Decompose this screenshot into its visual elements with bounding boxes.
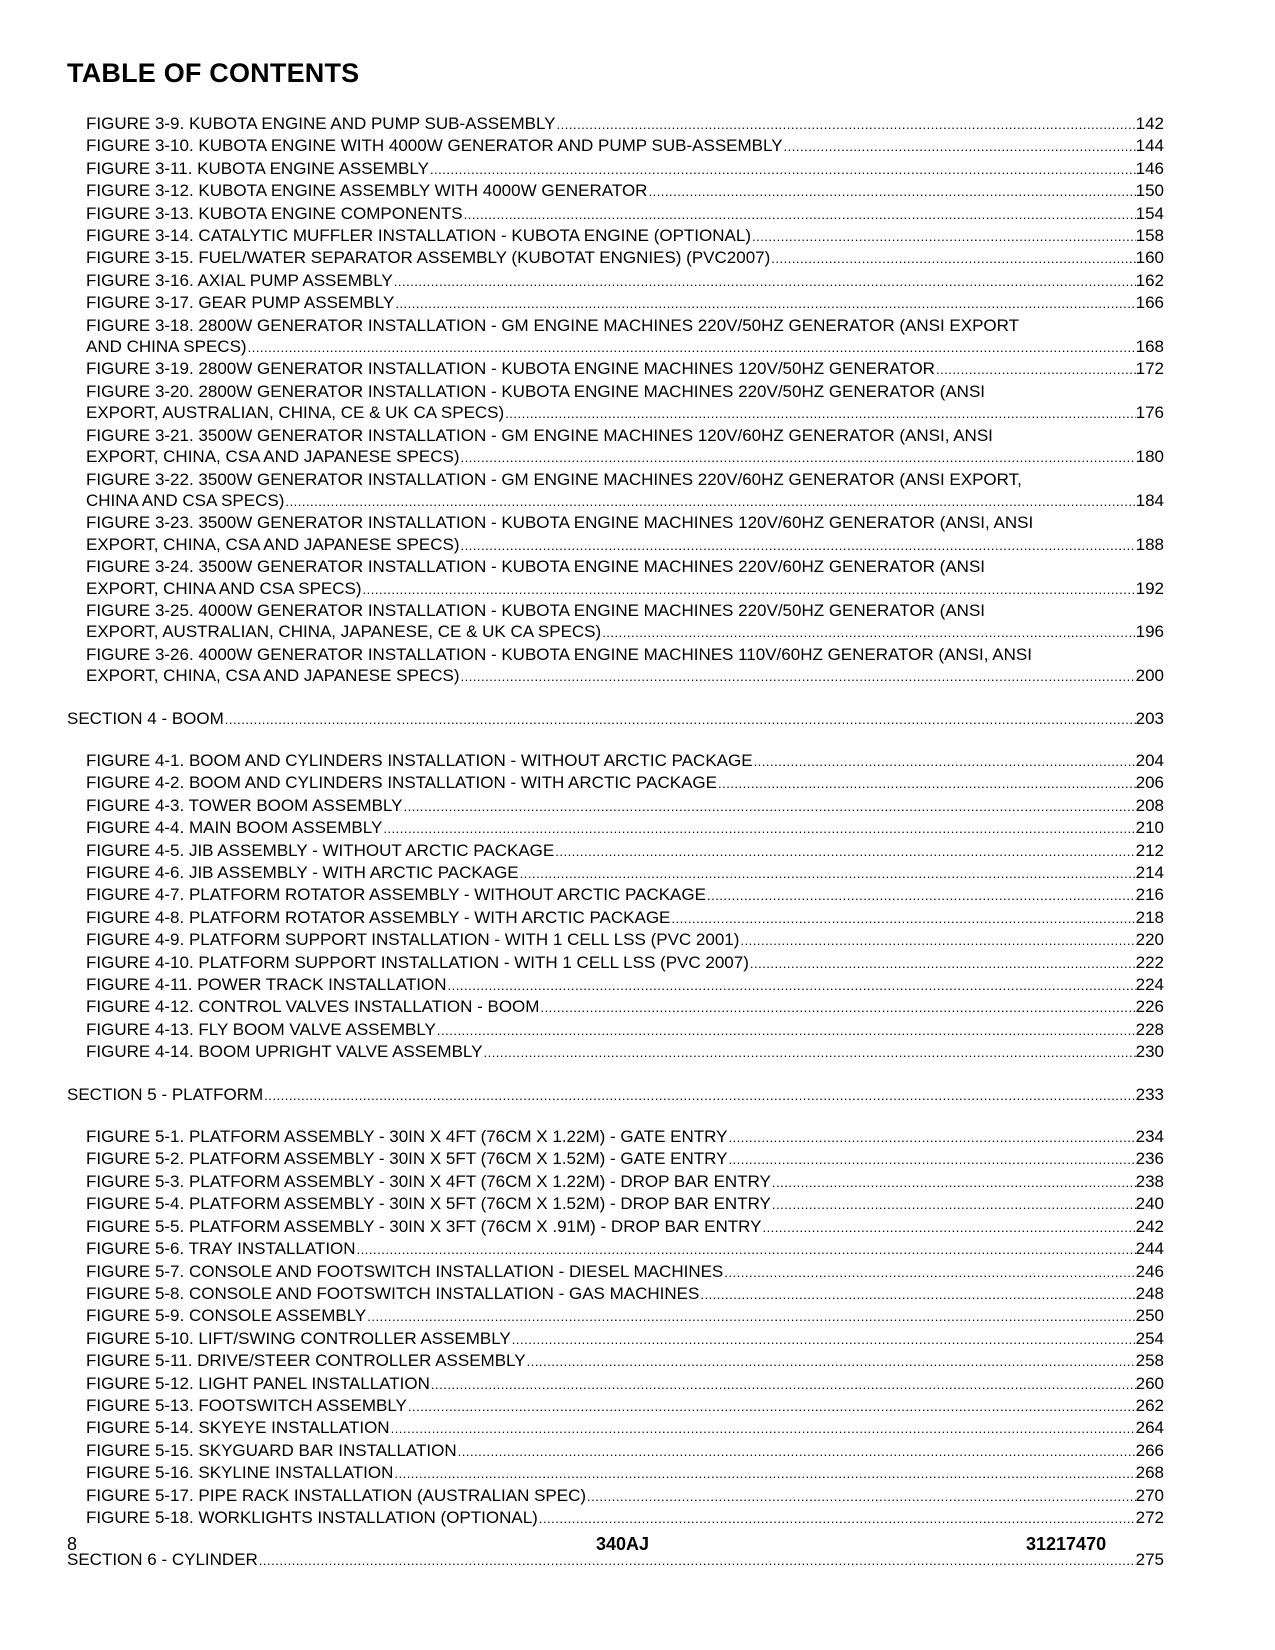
toc-entry-line: [86, 135, 1164, 157]
toc-entry-title: FIGURE 3-16. AXIAL PUMP ASSEMBLY: [86, 270, 393, 290]
toc-entry-page-number: 200: [1135, 666, 1164, 686]
toc-entry-title: FIGURE 4-4. MAIN BOOM ASSEMBLY: [86, 818, 383, 838]
toc-figure-entry[interactable]: [67, 425, 1164, 469]
toc-figure-entry[interactable]: [67, 644, 1164, 688]
toc-entry-page-number: 176: [1135, 403, 1164, 423]
toc-entry-title: FIGURE 5-7. CONSOLE AND FOOTSWITCH INSTALLATION - DIESEL MACHINES: [86, 1261, 724, 1281]
dot-leader: [538, 1508, 1136, 1529]
toc-entry-line: [86, 1305, 1164, 1327]
dot-leader: [753, 751, 1136, 772]
dot-leader: [394, 293, 1135, 314]
toc-figure-entry[interactable]: [67, 556, 1164, 600]
toc-entry-title: FIGURE 3-13. KUBOTA ENGINE COMPONENTS: [86, 203, 463, 223]
toc-entry-page-number: 154: [1135, 203, 1164, 223]
dot-leader: [751, 226, 1136, 247]
toc-figure-entry[interactable]: [67, 817, 1164, 839]
toc-entry-line: [86, 1238, 1164, 1260]
toc-entry-title: EXPORT, AUSTRALIAN, CHINA, CE & UK CA SPECS): [86, 403, 505, 423]
toc-figure-entry[interactable]: [67, 1350, 1164, 1372]
toc-entry-page-number: 142: [1135, 114, 1164, 133]
toc-figure-entry[interactable]: [67, 1041, 1164, 1063]
toc-figure-entry[interactable]: [67, 1171, 1164, 1193]
toc-section-entry[interactable]: [67, 1084, 1164, 1106]
toc-entry-title: FIGURE 5-9. CONSOLE ASSEMBLY: [86, 1306, 367, 1326]
toc-entry-page-number: 204: [1135, 750, 1164, 770]
toc-entry-title: FIGURE 5-15. SKYGUARD BAR INSTALLATION: [86, 1440, 457, 1460]
toc-entry-page-number: 258: [1135, 1351, 1164, 1371]
dot-leader: [362, 579, 1136, 600]
toc-entry-page-number: 210: [1135, 818, 1164, 838]
toc-entry-title: FIGURE 3-19. 2800W GENERATOR INSTALLATION - KUBOTA ENGINE MACHINES 120V/50HZ GENERATOR: [86, 359, 935, 379]
dot-leader: [670, 908, 1135, 929]
toc-entry-title: FIGURE 4-1. BOOM AND CYLINDERS INSTALLATION - WITHOUT ARCTIC PACKAGE: [86, 750, 753, 770]
toc-figure-entry[interactable]: [67, 270, 1164, 292]
toc-entry-page-number: 162: [1135, 270, 1164, 290]
toc-entry-line: [86, 534, 1164, 556]
footer-doc-number: 31217470: [1026, 1534, 1107, 1554]
dot-leader: [393, 271, 1136, 292]
toc-figure-entry[interactable]: [67, 862, 1164, 884]
toc-entry-line: [86, 1485, 1164, 1507]
toc-entry-line: [86, 907, 1164, 929]
toc-entry-page-number: 192: [1135, 578, 1164, 598]
toc-entry-page-number: 226: [1135, 997, 1164, 1017]
toc-entry-title: FIGURE 4-11. POWER TRACK INSTALLATION: [86, 975, 447, 995]
dot-leader: [258, 1550, 1136, 1571]
toc-entry-title: SECTION 5 - PLATFORM: [67, 1084, 264, 1104]
toc-entry-title: FIGURE 5-13. FOOTSWITCH ASSEMBLY: [86, 1395, 407, 1415]
dot-leader: [459, 535, 1135, 556]
toc-entry-title-line: FIGURE 3-20. 2800W GENERATOR INSTALLATION - KUBOTA ENGINE MACHINES 220V/50HZ GENERATOR (ANSI: [86, 381, 986, 401]
section-spacer: [67, 1064, 1164, 1084]
toc-entry-title: SECTION 4 - BOOM: [67, 708, 224, 728]
dot-leader: [436, 1020, 1136, 1041]
footer-model: 340AJ: [596, 1534, 650, 1554]
table-of-contents: [67, 113, 1164, 1572]
dot-leader: [459, 666, 1135, 687]
toc-entry-title: FIGURE 5-14. SKYEYE INSTALLATION: [86, 1418, 390, 1438]
toc-figure-entry[interactable]: [67, 907, 1164, 929]
dot-leader: [393, 1463, 1135, 1484]
toc-entry-line: [86, 1417, 1164, 1439]
toc-entry-page-number: 264: [1135, 1418, 1164, 1438]
toc-entry-page-number: 160: [1135, 248, 1164, 268]
dot-leader: [526, 1351, 1136, 1372]
toc-figure-entry[interactable]: [67, 1395, 1164, 1417]
dot-leader: [356, 1239, 1136, 1260]
toc-entry-title: FIGURE 4-5. JIB ASSEMBLY - WITHOUT ARCTIC PACKAGE: [86, 840, 555, 860]
toc-entry-title: FIGURE 5-18. WORKLIGHTS INSTALLATION (OPTIONAL): [86, 1507, 538, 1527]
toc-figure-entry[interactable]: [67, 381, 1164, 425]
toc-figure-entry[interactable]: [67, 1373, 1164, 1395]
dot-leader: [647, 181, 1135, 202]
section-spacer: [67, 1106, 1164, 1126]
toc-entry-title: FIGURE 3-15. FUEL/WATER SEPARATOR ASSEMBLY (KUBOTAT ENGNIES) (PVC2007): [86, 248, 771, 268]
dot-leader: [511, 1329, 1136, 1350]
toc-entry-title: FIGURE 4-3. TOWER BOOM ASSEMBLY: [86, 795, 403, 815]
toc-figure-entry[interactable]: [67, 1305, 1164, 1327]
dot-leader: [935, 359, 1136, 380]
toc-entry-page-number: 196: [1135, 622, 1164, 642]
toc-entry-line: [86, 490, 1164, 512]
toc-entry-title: FIGURE 3-10. KUBOTA ENGINE WITH 4000W GENERATOR AND PUMP SUB-ASSEMBLY: [86, 136, 783, 156]
toc-figure-entry[interactable]: [67, 1507, 1164, 1529]
toc-entry-page-number: 236: [1135, 1149, 1164, 1169]
toc-entry-line: [86, 158, 1164, 180]
toc-entry-page-number: 228: [1135, 1019, 1164, 1039]
toc-entry-page-number: 146: [1135, 158, 1164, 178]
toc-figure-entry[interactable]: [67, 1440, 1164, 1462]
toc-entry-page-number: 234: [1135, 1127, 1164, 1147]
toc-entry-page-number: 238: [1135, 1171, 1164, 1191]
toc-figure-entry[interactable]: [67, 1417, 1164, 1439]
toc-entry-page-number: 260: [1135, 1373, 1164, 1393]
footer-page-number: 8: [67, 1534, 78, 1554]
toc-entry-line: [86, 270, 1164, 292]
toc-figure-entry[interactable]: [67, 1328, 1164, 1350]
toc-entry-line: [86, 1283, 1164, 1305]
toc-figure-entry[interactable]: [67, 135, 1164, 157]
toc-entry-line: [86, 1216, 1164, 1238]
dot-leader: [749, 953, 1136, 974]
toc-entry-title: FIGURE 4-7. PLATFORM ROTATOR ASSEMBLY - WITHOUT ARCTIC PACKAGE: [86, 885, 706, 905]
toc-entry-page-number: 203: [1135, 708, 1164, 728]
dot-leader: [430, 1374, 1136, 1395]
toc-figure-entry[interactable]: [67, 1126, 1164, 1148]
toc-entry-title-line: FIGURE 3-22. 3500W GENERATOR INSTALLATION - GM ENGINE MACHINES 220V/60HZ GENERATOR (ANSI EXPORT,: [86, 469, 1022, 489]
toc-entry-page-number: 220: [1135, 930, 1164, 950]
section-spacer: [67, 688, 1164, 708]
dot-leader: [727, 1127, 1135, 1148]
dot-leader: [463, 204, 1136, 225]
toc-figure-entry[interactable]: [67, 1019, 1164, 1041]
dot-leader: [519, 863, 1136, 884]
toc-entry-line: [86, 840, 1164, 862]
toc-entry-title: SECTION 6 - CYLINDER: [67, 1550, 258, 1570]
toc-figure-entry[interactable]: [67, 929, 1164, 951]
toc-entry-page-number: 216: [1135, 885, 1164, 905]
toc-entry-line: [86, 336, 1164, 358]
toc-entry-title: FIGURE 4-10. PLATFORM SUPPORT INSTALLATION - WITH 1 CELL LSS (PVC 2007): [86, 952, 749, 972]
toc-entry-page-number: 150: [1135, 181, 1164, 201]
toc-entry-page-number: 246: [1135, 1261, 1164, 1281]
toc-entry-page-number: 158: [1135, 226, 1164, 246]
toc-entry-title: EXPORT, AUSTRALIAN, CHINA, JAPANESE, CE & UK CA SPECS): [86, 622, 602, 642]
toc-entry-page-number: 230: [1135, 1042, 1164, 1062]
toc-figure-entry[interactable]: [67, 996, 1164, 1018]
dot-leader: [723, 1262, 1135, 1283]
page-title: TABLE OF CONTENTS: [67, 58, 360, 88]
toc-entry-title: FIGURE 5-17. PIPE RACK INSTALLATION (AUSTRALIAN SPEC): [86, 1485, 587, 1505]
dot-leader: [586, 1486, 1136, 1507]
toc-figure-entry[interactable]: [67, 1485, 1164, 1507]
toc-entry-title: FIGURE 5-11. DRIVE/STEER CONTROLLER ASSEMBLY: [86, 1351, 526, 1371]
toc-entry-line: [86, 1507, 1164, 1529]
toc-entry-line: [86, 621, 1164, 643]
toc-entry-line: [86, 750, 1164, 772]
toc-figure-entry[interactable]: [67, 203, 1164, 225]
toc-entry-line: [67, 708, 1164, 730]
toc-entry-title: FIGURE 5-12. LIGHT PANEL INSTALLATION: [86, 1373, 430, 1393]
toc-entry-page-number: 244: [1135, 1239, 1164, 1259]
toc-figure-entry[interactable]: [67, 247, 1164, 269]
dot-leader: [402, 796, 1135, 817]
dot-leader: [504, 403, 1135, 424]
toc-entry-page-number: 166: [1135, 293, 1164, 313]
toc-entry-title: FIGURE 5-1. PLATFORM ASSEMBLY - 30IN X 4FT (76CM X 1.22M) - GATE ENTRY: [86, 1127, 728, 1147]
toc-entry-title: FIGURE 5-2. PLATFORM ASSEMBLY - 30IN X 5FT (76CM X 1.52M) - GATE ENTRY: [86, 1149, 728, 1169]
toc-entry-title: FIGURE 5-8. CONSOLE AND FOOTSWITCH INSTALLATION - GAS MACHINES: [86, 1283, 700, 1303]
dot-leader: [457, 1441, 1136, 1462]
toc-entry-line: [86, 1350, 1164, 1372]
toc-figure-entry[interactable]: [67, 225, 1164, 247]
dot-leader: [407, 1396, 1136, 1417]
dot-leader: [263, 1085, 1135, 1106]
toc-entry-title: EXPORT, CHINA, CSA AND JAPANESE SPECS): [86, 534, 460, 554]
toc-entry-line: [86, 996, 1164, 1018]
toc-entry-line: [86, 1261, 1164, 1283]
toc-entry-page-number: 240: [1135, 1194, 1164, 1214]
toc-entry-title: FIGURE 4-6. JIB ASSEMBLY - WITH ARCTIC PACKAGE: [86, 863, 519, 882]
toc-entry-page-number: 270: [1135, 1485, 1164, 1505]
toc-entry-title: FIGURE 5-10. LIFT/SWING CONTROLLER ASSEMBLY: [86, 1328, 511, 1348]
toc-entry-page-number: 214: [1135, 863, 1164, 882]
toc-entry-line: [86, 1041, 1164, 1063]
dot-leader: [539, 997, 1135, 1018]
toc-entry-page-number: 242: [1135, 1216, 1164, 1236]
dot-leader: [706, 885, 1136, 906]
toc-entry-line: [86, 292, 1164, 314]
toc-entry-line: [86, 1462, 1164, 1484]
toc-entry-line: [86, 974, 1164, 996]
toc-figure-entry[interactable]: [67, 180, 1164, 202]
toc-figure-entry[interactable]: [67, 1216, 1164, 1238]
toc-entry-page-number: 268: [1135, 1463, 1164, 1483]
toc-figure-entry[interactable]: [67, 1148, 1164, 1170]
toc-entry-line: [86, 952, 1164, 974]
section-spacer: [67, 730, 1164, 750]
toc-figure-entry[interactable]: [67, 840, 1164, 862]
toc-entry-page-number: 222: [1135, 952, 1164, 972]
toc-figure-entry[interactable]: [67, 315, 1164, 359]
toc-entry-line: [86, 1440, 1164, 1462]
toc-entry-line: [86, 180, 1164, 202]
toc-entry-title: FIGURE 3-14. CATALYTIC MUFFLER INSTALLATION - KUBOTA ENGINE (OPTIONAL): [86, 226, 751, 246]
dot-leader: [447, 975, 1136, 996]
toc-entry-page-number: 248: [1135, 1283, 1164, 1303]
toc-entry-title: FIGURE 5-6. TRAY INSTALLATION: [86, 1239, 356, 1259]
toc-entry-page-number: 272: [1135, 1507, 1164, 1527]
dot-leader: [739, 930, 1135, 951]
dot-leader: [783, 136, 1136, 157]
dot-leader: [771, 1194, 1136, 1215]
toc-figure-entry[interactable]: [67, 113, 1164, 135]
toc-entry-title: EXPORT, CHINA, CSA AND JAPANESE SPECS): [86, 666, 460, 686]
toc-entry-page-number: 212: [1135, 840, 1164, 860]
toc-figure-entry[interactable]: [67, 772, 1164, 794]
toc-entry-line: [86, 1148, 1164, 1170]
toc-entry-page-number: 180: [1135, 447, 1164, 467]
toc-entry-title-line: FIGURE 3-26. 4000W GENERATOR INSTALLATION - KUBOTA ENGINE MACHINES 110V/60HZ GENERATOR (ANSI, ANSI: [86, 644, 1032, 664]
dot-leader: [382, 818, 1135, 839]
toc-entry-line: [86, 1019, 1164, 1041]
toc-entry-page-number: 218: [1135, 907, 1164, 927]
toc-entry-line: [86, 884, 1164, 906]
toc-entry-line: [86, 247, 1164, 269]
dot-leader: [247, 337, 1136, 358]
dot-leader: [482, 1042, 1135, 1063]
toc-entry-line: [86, 817, 1164, 839]
toc-figure-entry[interactable]: [67, 1462, 1164, 1484]
toc-entry-title: FIGURE 3-17. GEAR PUMP ASSEMBLY: [86, 293, 395, 313]
dot-leader: [771, 1172, 1136, 1193]
toc-figure-entry[interactable]: [67, 358, 1164, 380]
toc-entry-line: [86, 862, 1164, 884]
toc-entry-line: [67, 1084, 1164, 1106]
toc-entry-title-line: FIGURE 3-23. 3500W GENERATOR INSTALLATION - KUBOTA ENGINE MACHINES 120V/60HZ GENERATOR (ANSI, ANSI: [86, 513, 1034, 533]
toc-section-entry[interactable]: [67, 708, 1164, 730]
toc-figure-entry[interactable]: [67, 600, 1164, 644]
dot-leader: [224, 709, 1136, 730]
toc-figure-entry[interactable]: [67, 292, 1164, 314]
toc-figure-entry[interactable]: [67, 750, 1164, 772]
toc-entry-line: [86, 795, 1164, 817]
toc-entry-page-number: 250: [1135, 1306, 1164, 1326]
toc-entry-title-line: FIGURE 3-21. 3500W GENERATOR INSTALLATION - GM ENGINE MACHINES 120V/60HZ GENERATOR (ANSI, ANSI: [86, 425, 993, 445]
toc-entry-line: [86, 358, 1164, 380]
toc-entry-title: EXPORT, CHINA, CSA AND JAPANESE SPECS): [86, 447, 460, 467]
toc-figure-entry[interactable]: [67, 952, 1164, 974]
toc-entry-page-number: 208: [1135, 795, 1164, 815]
toc-figure-entry[interactable]: [67, 1261, 1164, 1283]
toc-entry-page-number: 233: [1135, 1084, 1164, 1104]
toc-entry-page-number: 168: [1135, 337, 1164, 357]
dot-leader: [284, 491, 1135, 512]
dot-leader: [717, 773, 1136, 794]
toc-entry-title: FIGURE 5-3. PLATFORM ASSEMBLY - 30IN X 4FT (76CM X 1.22M) - DROP BAR ENTRY: [86, 1171, 771, 1191]
toc-entry-page-number: 275: [1135, 1550, 1164, 1570]
toc-entry-page-number: 262: [1135, 1395, 1164, 1415]
toc-entry-line: [86, 1193, 1164, 1215]
dot-leader: [556, 114, 1136, 135]
toc-entry-line: [86, 665, 1164, 687]
toc-entry-line: [86, 225, 1164, 247]
toc-figure-entry[interactable]: [67, 884, 1164, 906]
toc-entry-title: FIGURE 4-9. PLATFORM SUPPORT INSTALLATION - WITH 1 CELL LSS (PVC 2001): [86, 930, 740, 950]
toc-entry-title: FIGURE 3-9. KUBOTA ENGINE AND PUMP SUB-ASSEMBLY: [86, 114, 556, 133]
toc-entry-line: [86, 772, 1164, 794]
dot-leader: [554, 841, 1135, 862]
toc-entry-title: FIGURE 4-2. BOOM AND CYLINDERS INSTALLATION - WITH ARCTIC PACKAGE: [86, 773, 717, 793]
dot-leader: [459, 447, 1135, 468]
dot-leader: [770, 248, 1135, 269]
dot-leader: [761, 1217, 1135, 1238]
toc-entry-title: FIGURE 4-13. FLY BOOM VALVE ASSEMBLY: [86, 1019, 436, 1039]
toc-entry-title: FIGURE 5-4. PLATFORM ASSEMBLY - 30IN X 5FT (76CM X 1.52M) - DROP BAR ENTRY: [86, 1194, 771, 1214]
toc-entry-line: [86, 1373, 1164, 1395]
toc-entry-line: [86, 446, 1164, 468]
toc-entry-line: [86, 113, 1164, 135]
toc-entry-title-line: FIGURE 3-25. 4000W GENERATOR INSTALLATION - KUBOTA ENGINE MACHINES 220V/50HZ GENERATOR (ANSI: [86, 600, 986, 620]
dot-leader: [390, 1418, 1136, 1439]
toc-entry-page-number: 206: [1135, 773, 1164, 793]
toc-entry-page-number: 172: [1135, 359, 1164, 379]
toc-entry-title: FIGURE 4-12. CONTROL VALVES INSTALLATION - BOOM: [86, 997, 540, 1017]
dot-leader: [727, 1149, 1135, 1170]
toc-entry-line: [86, 1395, 1164, 1417]
toc-entry-title: FIGURE 4-8. PLATFORM ROTATOR ASSEMBLY - WITH ARCTIC PACKAGE: [86, 907, 671, 927]
toc-entry-page-number: 188: [1135, 534, 1164, 554]
dot-leader: [429, 159, 1136, 180]
toc-entry-title: AND CHINA SPECS): [86, 337, 247, 357]
toc-entry-line: [86, 402, 1164, 424]
toc-entry-line: [86, 1171, 1164, 1193]
toc-entry-title: FIGURE 4-14. BOOM UPRIGHT VALVE ASSEMBLY: [86, 1042, 483, 1062]
toc-entry-line: [86, 203, 1164, 225]
dot-leader: [699, 1284, 1135, 1305]
toc-entry-line: [86, 1328, 1164, 1350]
toc-figure-entry[interactable]: [67, 158, 1164, 180]
toc-figure-entry[interactable]: [67, 512, 1164, 556]
toc-figure-entry[interactable]: [67, 469, 1164, 513]
toc-entry-title: FIGURE 5-5. PLATFORM ASSEMBLY - 30IN X 3FT (76CM X .91M) - DROP BAR ENTRY: [86, 1216, 762, 1236]
toc-figure-entry[interactable]: [67, 795, 1164, 817]
toc-entry-page-number: 224: [1135, 975, 1164, 995]
toc-figure-entry[interactable]: [67, 1283, 1164, 1305]
toc-entry-line: [86, 1126, 1164, 1148]
dot-leader: [366, 1306, 1135, 1327]
toc-entry-title: EXPORT, CHINA AND CSA SPECS): [86, 578, 362, 598]
toc-entry-title: FIGURE 5-16. SKYLINE INSTALLATION: [86, 1463, 394, 1483]
toc-entry-line: [86, 929, 1164, 951]
toc-entry-title: FIGURE 3-12. KUBOTA ENGINE ASSEMBLY WITH 4000W GENERATOR: [86, 181, 648, 201]
toc-entry-line: [86, 578, 1164, 600]
toc-figure-entry[interactable]: [67, 974, 1164, 996]
toc-entry-page-number: 254: [1135, 1328, 1164, 1348]
toc-entry-page-number: 266: [1135, 1440, 1164, 1460]
toc-entry-title: FIGURE 3-11. KUBOTA ENGINE ASSEMBLY: [86, 158, 429, 178]
toc-entry-page-number: 144: [1135, 136, 1164, 156]
toc-figure-entry[interactable]: [67, 1193, 1164, 1215]
dot-leader: [601, 622, 1135, 643]
toc-entry-page-number: 184: [1135, 490, 1164, 510]
toc-figure-entry[interactable]: [67, 1238, 1164, 1260]
toc-entry-title: CHINA AND CSA SPECS): [86, 490, 285, 510]
toc-entry-title-line: FIGURE 3-24. 3500W GENERATOR INSTALLATION - KUBOTA ENGINE MACHINES 220V/60HZ GENERATOR (ANSI: [86, 557, 986, 577]
toc-entry-title-line: FIGURE 3-18. 2800W GENERATOR INSTALLATION - GM ENGINE MACHINES 220V/50HZ GENERATOR (ANSI EXPORT: [86, 315, 1020, 335]
